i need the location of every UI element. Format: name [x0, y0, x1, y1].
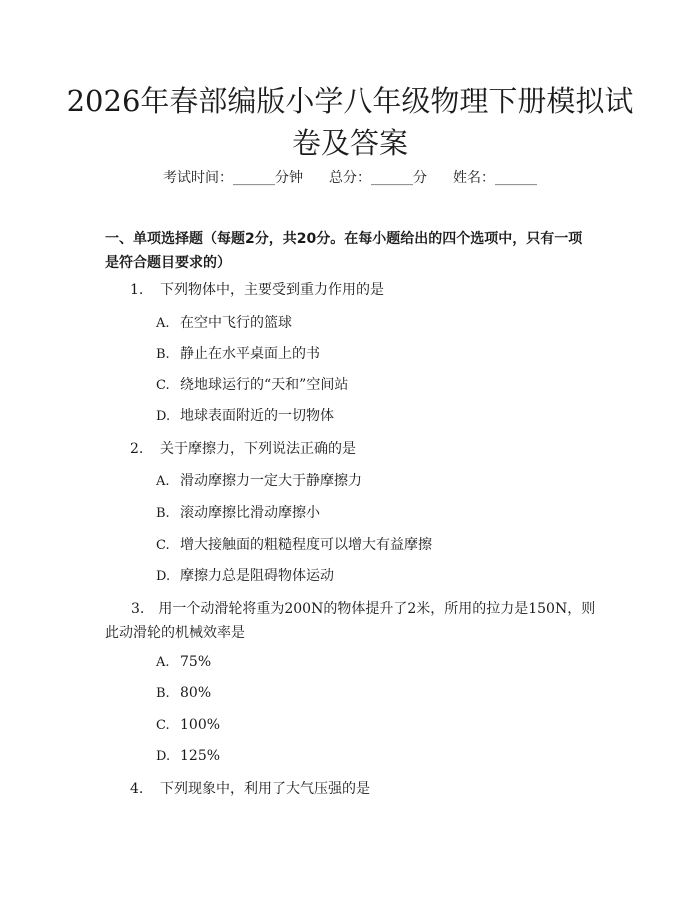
option-text: 绕地球运行的“天和”空间站	[180, 377, 349, 393]
option-letter: D.	[156, 409, 171, 424]
option-letter: B.	[156, 686, 170, 701]
question-1-option-d	[156, 406, 334, 427]
option-text: 100%	[180, 717, 221, 733]
question-2-option-b	[156, 503, 320, 524]
question-3-option-d	[156, 746, 220, 767]
question-2-option-a	[156, 471, 362, 492]
option-text: 在空中飞行的篮球	[180, 315, 292, 331]
student-name: 姓名：______	[453, 170, 537, 186]
question-3-option-b	[156, 683, 211, 704]
question-3-option-c	[156, 715, 220, 736]
option-letter: C.	[156, 378, 170, 393]
question-1-option-b	[156, 344, 320, 365]
question-3	[105, 597, 597, 645]
option-letter: A.	[156, 655, 170, 670]
option-text: 地球表面附近的一切物体	[180, 408, 334, 424]
option-text: 摩擦力总是阻碍物体运动	[180, 568, 334, 584]
option-text: 滚动摩擦比滑动摩擦小	[180, 505, 320, 521]
question-1	[130, 278, 384, 302]
question-1-option-a	[156, 313, 292, 334]
question-number: 2.	[130, 441, 144, 457]
option-text: 静止在水平桌面上的书	[180, 346, 320, 362]
question-4	[130, 777, 370, 801]
question-1-option-c	[156, 375, 348, 396]
option-text: 增大接触面的粗糙程度可以增大有益摩擦	[180, 537, 432, 553]
question-text: 下列现象中，利用了大气压强的是	[160, 781, 370, 797]
exam-info-line	[0, 168, 700, 188]
option-letter: C.	[156, 718, 170, 733]
exam-time: 考试时间：______分钟	[163, 170, 303, 186]
option-text: 80%	[180, 685, 212, 701]
question-text: 用一个动滑轮将重为200N的物体提升了2米，所用的拉力是150N，则此动滑轮的机械效率是	[105, 601, 596, 641]
question-2-option-c	[156, 535, 432, 556]
question-2-option-d	[156, 566, 334, 587]
total-score: 总分：______分	[329, 170, 427, 186]
question-number: 4.	[130, 781, 144, 797]
option-letter: A.	[156, 474, 170, 489]
page-title: 2026年春部编版小学八年级物理下册模拟试卷及答案	[66, 84, 634, 160]
question-2	[130, 437, 356, 461]
question-text: 关于摩擦力，下列说法正确的是	[160, 441, 356, 457]
option-letter: D.	[156, 749, 171, 764]
option-text: 滑动摩擦力一定大于静摩擦力	[180, 473, 362, 489]
question-text: 下列物体中，主要受到重力作用的是	[160, 282, 384, 298]
option-letter: A.	[156, 316, 170, 331]
option-letter: B.	[156, 506, 170, 521]
option-text: 125%	[180, 748, 221, 764]
question-number: 1.	[130, 282, 144, 298]
question-number: 3.	[131, 601, 145, 617]
question-3-option-a	[156, 652, 211, 673]
option-letter: C.	[156, 538, 170, 553]
option-letter: D.	[156, 569, 171, 584]
option-text: 75%	[180, 654, 212, 670]
option-letter: B.	[156, 347, 170, 362]
section-heading: 一、单项选择题（每题2分，共20分。在每小题给出的四个选项中，只有一项是符合题目要求的）	[105, 231, 583, 271]
